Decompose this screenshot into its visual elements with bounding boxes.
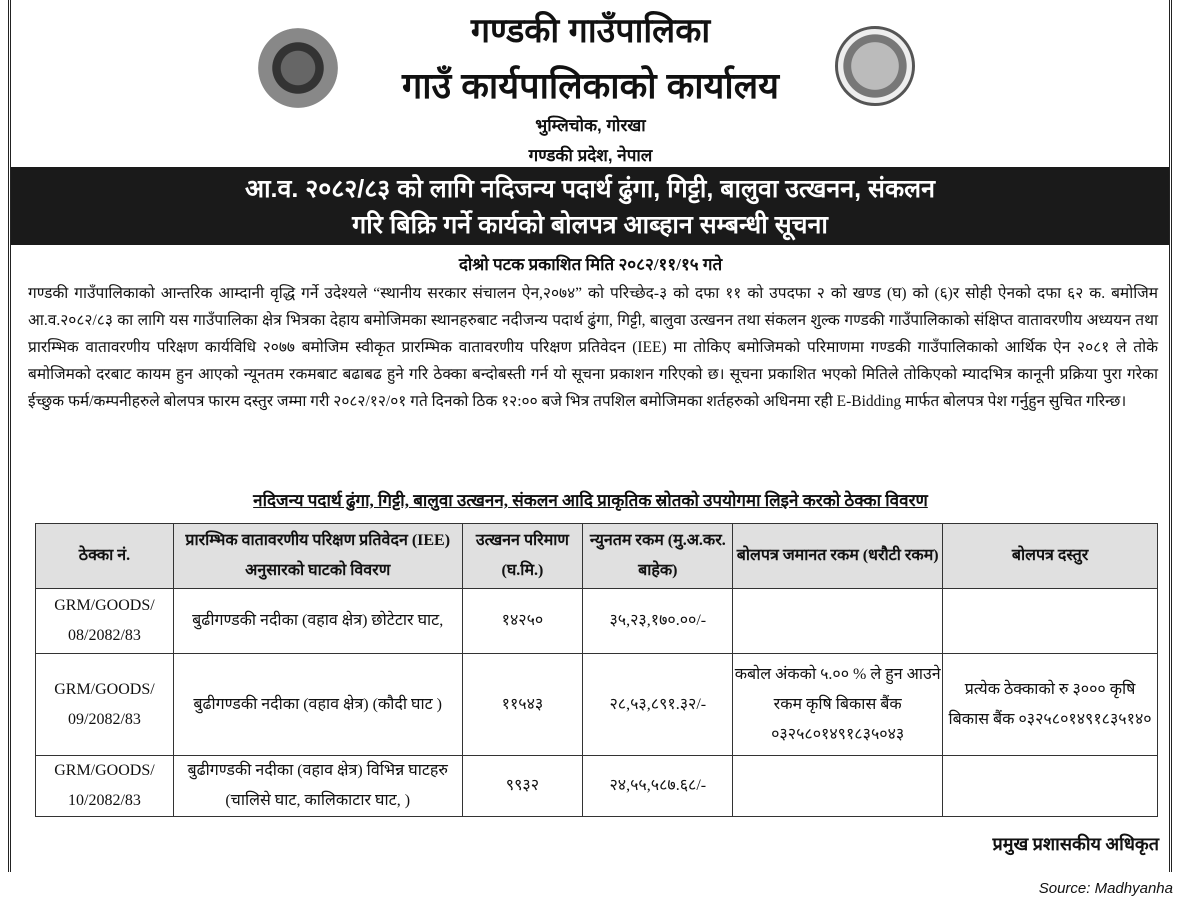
notice-body: गण्डकी गाउँपालिकाको आन्तरिक आम्दानी वृद्धि गर्ने उदेश्यले “स्थानीय सरकार संचालन ऐन,२०७४” को परिच्छेद-३ को दफा ११ को उपदफा २ को खण्ड (घ) को (६)र सोही ऐनको दफा ६२ क. बमोजिम आ.व.२०८२/८३ का लागि यस गाउँपालिका क्षेत्र भित्रका देहाय बमोजिमका स्थानहरुबाट नदीजन्य पदार्थ ढुंगा, गिट्टी, बालुवा उत्खनन तथा संकलन शुल्क गण्डकी गाउँपालिकाको संक्षिप्त वातावरणीय अध्ययन तथा प्रारम्भिक वातावरणीय परिक्षण कार्यविधि २०७७ बमोजिम स्वीकृत प्रारम्भिक वातावरणीय परिक्षण प्रतिवेदन (IEE) मा तोकिए बमोजिमको परिमाणमा गण्डकी गाउँपालिकाको आर्थिक ऐन २०८१ ले तोके बमोजिमको दरबाट कायम हुन आएको न्यूनतम रकमबाट बढाबढ हुने गरि ठेक्का बन्दोबस्ती गर्न यो सूचना प्रकाशन गरिएको छ। सूचना प्रकाशित भएको मितिले तोकिएको म्यादभित्र कानूनी प्रक्रिया पुरा गरेका ईच्छुक फर्म/कम्पनीहरुले बोलपत्र फारम दस्तुर जम्मा गरी २०८२/१२/०१ गते दिनको ठिक १२:०० बजे भित्र तपशिल बमोजिमका शर्तहरुको अधिनमा रही E-Bidding मार्फत बोलपत्र पेश गर्नुहुन सुचित गरिन्छ। [28,285,1158,410]
table-row [36,589,1158,654]
banner-line-1: आ.व. २०८२/८३ को लागि नदिजन्य पदार्थ ढुंगा, गिट्टी, बालुवा उत्खनन, संकलन [245,175,935,203]
header-min-amount: न्युनतम रकम (मु.अ.कर. बाहेक) [583,524,733,589]
office-subtitle: गाउँ कार्यपालिकाको कार्यालय [401,65,780,106]
source-credit: Source: Madhyanha [1038,880,1173,897]
ghat-details: बुढीगण्डकी नदीका (वहाव क्षेत्र) (कौदी घाट ) [173,654,462,756]
quantity: ११५४३ [462,654,583,756]
contract-no: GRM/GOODS/ 10/2082/83 [36,756,174,817]
ghat-details: बुढीगण्डकी नदीका (वहाव क्षेत्र) छोटेटार घाट, [173,589,462,654]
fee-details: प्रत्येक ठेक्काको रु ३००० कृषि बिकास बैंक ०३२५८०१४९१८३५१४० [943,654,1158,756]
banner-line-2: गरि बिक्रि गर्ने कार्यको बोलपत्र आब्हान सम्बन्धी सूचना [352,211,828,239]
contract-no: GRM/GOODS/ 09/2082/83 [36,654,174,756]
table-header-row [36,524,1158,589]
header-quantity: उत्खनन परिमाण (घ.मि.) [462,524,583,589]
table-row [36,654,1158,756]
contract-no: GRM/GOODS/ 08/2082/83 [36,589,174,654]
address: भुम्लिचोक, गोरखा [535,116,646,135]
quantity: ९९३२ [462,756,583,817]
signatory-title: प्रमुख प्रशासकीय अधिकृत [992,834,1159,854]
min-amount: २८,५३,८९१.३२/- [583,654,733,756]
table-row [36,756,1158,817]
table-title: नदिजन्य पदार्थ ढुंगा, गिट्टी, बालुवा उत्खनन, संकलन आदि प्राकृतिक स्रोतको उपयोगमा लिइने करको ठेक्का विवरण [253,491,928,510]
header-deposit: बोलपत्र जमानत रकम (धरौटी रकम) [733,524,943,589]
publication-date: दोश्रो पटक प्रकाशित मिति २०८२/११/१५ गते [458,255,723,274]
notice-title-banner [11,167,1169,245]
header-contract-no: ठेक्का नं. [36,524,174,589]
header-fee: बोलपत्र दस्तुर [943,524,1158,589]
header-ghat-details: प्रारम्भिक वातावरणीय परिक्षण प्रतिवेदन (IEE) अनुसारको घाटको विवरण [173,524,462,589]
quantity: १४२५० [462,589,583,654]
province: गण्डकी प्रदेश, नेपाल [528,146,653,165]
deposit-details: कबोल अंकको ५.०० % ले हुन आउने रकम कृषि बिकास बैंक ०३२५८०१४९१८३५०४३ [733,654,943,756]
ghat-details: बुढीगण्डकी नदीका (वहाव क्षेत्र) विभिन्न घाटहरु (चालिसे घाट, कालिकाटार घाट, ) [173,756,462,817]
min-amount: २४,५५,५८७.६८/- [583,756,733,817]
contract-table [35,523,1158,817]
min-amount: ३५,२३,१७०.००/- [583,589,733,654]
office-name: गण्डकी गाउँपालिका [470,12,711,50]
